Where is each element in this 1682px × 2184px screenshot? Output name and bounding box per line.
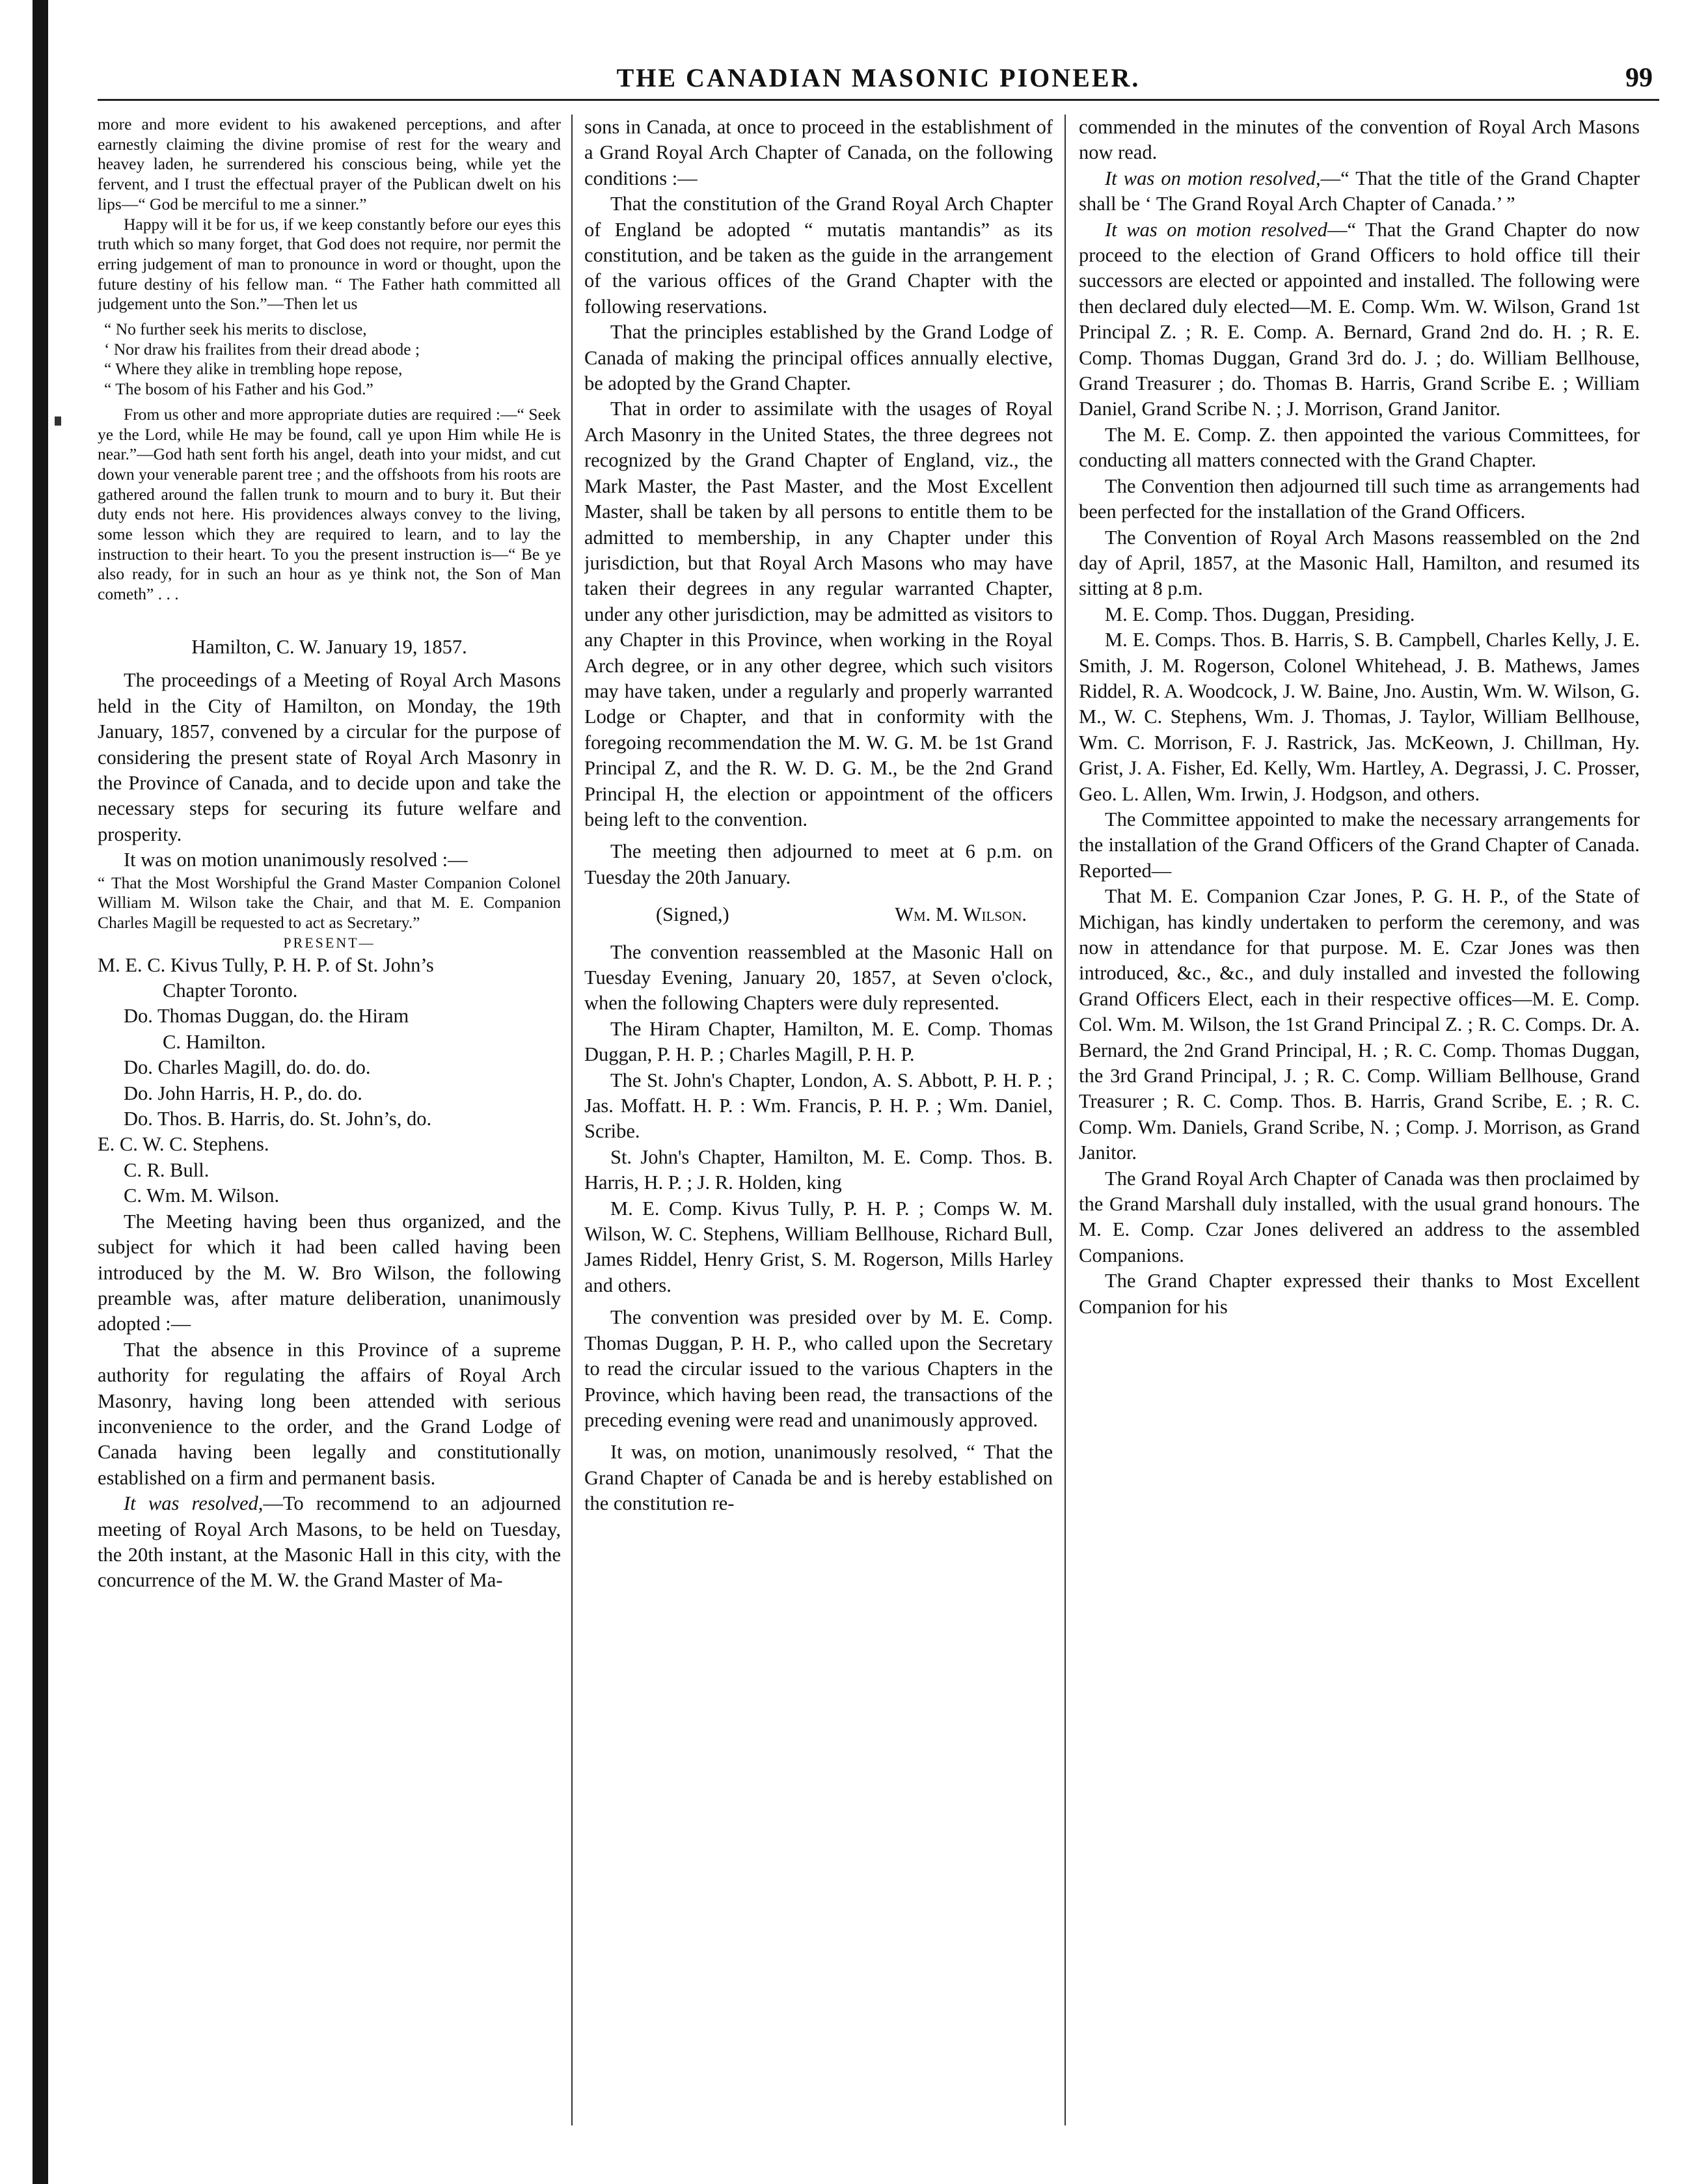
- page-header: [98, 62, 1659, 108]
- resolution-quote: “ That the Most Worshipful the Grand Master Companion Colonel William M. Wilson take the Chair, and that M. E. Companion Charles Magill be requested to act as Secretary.”: [98, 873, 561, 932]
- running-title: THE CANADIAN MASONIC PIONEER.: [616, 63, 1141, 92]
- signature-name: Wm. M. Wilson.: [895, 903, 1027, 926]
- paragraph: [1079, 166, 1640, 217]
- paragraph: That in order to assimilate with the usages of Royal Arch Masonry in the United States, the three degrees not recognized by the Grand Chapter of England, viz., the Mark Master, the Past Master, and the Most Excellent Master, shall be taken by all persons to entitle them to be admitted to membership, in any Chapter under this jurisdiction, but that Royal Arch Masons who may have taken their degrees in any regular warranted Chapter, under any other jurisdiction, may be admitted as visitors to any Chapter in this Province, when working in the Royal Arch degree, or in any other degree, which such visitors may have taken, under a regularly and properly warranted Lodge or Chapter, and that in conformity with the foregoing recommendation the M. W. G. M. be 1st Grand Principal Z, and the R. W. D. G. M., be the 2nd Grand Principal H, the election or appointment of the officers being left to the convention.: [584, 398, 1053, 830]
- paragraph: That the constitution of the Grand Royal Arch Chapter of England be adopted “ mutatis mantandis” as its constitution, and be taken as the guide in the arrangement of the various offices of the Grand Chapter with the following reservations.: [584, 193, 1053, 318]
- dateline: Hamilton, C. W. January 19, 1857.: [191, 635, 467, 658]
- paragraph: That the absence in this Province of a supreme authority for regulating the affairs of Royal Arch Masonry, having long been attended with serious inconvenience to the order, and the Grand Lodge of Canada having been legally and constitutionally established on a firm and permanent basis.: [98, 1338, 561, 1489]
- verse-quote: [98, 320, 561, 400]
- paragraph: It was, on motion, unanimously resolved, “ That the Grand Chapter of Canada be and is hereby established on the constitution re-: [584, 1441, 1053, 1515]
- paragraph: The Meeting having been thus organized, and the subject for which it had been called having been introduced by the M. W. Bro Wilson, the following preamble was, after mature deliberation, unanimously adopted :—: [98, 1210, 561, 1335]
- paragraph-text: —“ That the Grand Chapter do now proceed to the election of Grand Officers to hold office till their successors are elected or appointed and installed. The following were then declared duly elected—M. E. Comp. Wm. W. Wilson, Grand 1st Principal Z. ; R. E. Comp. A. Bernard, Grand 2nd do. H. ; R. E. Comp. Thomas Duggan, Grand 3rd do. J. ; do. William Bellhouse, Grand Treasurer ; do. Thomas B. Harris, Grand Scribe E. ; William Daniel, Grand Scribe N. ; J. Morrison, Grand Janitor.: [1079, 218, 1640, 420]
- attendance-line: Do. John Harris, H. P., do. do.: [124, 1082, 362, 1104]
- column-left: [98, 115, 561, 2151]
- paragraph: The Convention then adjourned till such time as arrangements had been perfected for the installation of the Grand Officers.: [1079, 474, 1640, 523]
- page-number: 99: [1625, 63, 1653, 93]
- paragraph: [98, 1491, 561, 1594]
- paragraph: more and more evident to his awakened perceptions, and after earnestly claiming the divine promise of rest for the weary and heavey laden, he surrendered his conscious being, while yet the fervent, and I trust the effectual prayer of the Publican dwelt on his lips—“ God be merciful to me a sinner.”: [98, 115, 561, 213]
- paragraph: M. E. Comps. Thos. B. Harris, S. B. Campbell, Charles Kelly, J. E. Smith, J. M. Rogerson, Colonel Whitehead, J. B. Mathews, James Riddel, R. A. Woodcock, J. W. Baine, Jno. Austin, Wm. W. Wilson, G. M., W. C. Stephens, Wm. J. Thomas, J. Taylor, William Bellhouse, Wm. C. Morrison, F. J. Rastrick, Jas. McKeown, J. Chillman, Hy. Grist, J. A. Fisher, Ed. Kelly, Wm. Hartley, A. Degrassi, J. C. Prosser, Geo. L. Allen, Wm. Irwin, J. Hodgson, and others.: [1079, 629, 1640, 805]
- paragraph: M. E. Comp. Kivus Tully, P. H. P. ; Comps W. M. Wilson, W. C. Stephens, William Bellhouse, Richard Bull, James Riddel, Henry Grist, S. M. Rogerson, Mills Harley and others.: [584, 1197, 1053, 1296]
- paragraph: The convention was presided over by M. E. Comp. Thomas Duggan, P. H. P., who called upon the Secretary to read the circular issued to the various Chapters in the Province, which having been read, the transactions of the preceding evening were read and unanimously approved.: [584, 1306, 1053, 1431]
- attendance-list: [98, 953, 561, 1209]
- paragraph: Happy will it be for us, if we keep constantly before our eyes this truth which so many forget, that God does not require, nor permit the erring judgement of man to pronounce in word or thought, upon the future destiny of his fellow man. “ The Father hath committed all judgement unto the Son.”—Then let us: [98, 214, 561, 314]
- paragraph: That the principles established by the Grand Lodge of Canada of making the principal offices annually elective, be adopted by the Grand Chapter.: [584, 321, 1053, 395]
- paragraph: M. E. Comp. Thos. Duggan, Presiding.: [1105, 603, 1415, 625]
- signature-line: [584, 902, 1053, 927]
- paragraph: [1079, 217, 1640, 422]
- paragraph: The St. John's Chapter, London, A. S. Abbott, P. H. P. ; Jas. Moffatt. H. P. : Wm. Francis, P. H. P. ; Wm. Daniel, Scribe.: [584, 1069, 1053, 1143]
- verse-line: ‘ Nor draw his frailites from their dread abode ;: [104, 339, 420, 359]
- attendance-line: Do. Thomas Duggan, do. the Hiram: [124, 1005, 409, 1028]
- paragraph-text: —To recommend to an adjourned meeting of Royal Arch Masons, to be held on Tuesday, the 20th instant, at the Masonic Hall in this city, with the concurrence of the M. W. the Grand Master of Ma-: [98, 1492, 561, 1592]
- italic-lead: It was on motion resolved,: [1105, 167, 1321, 189]
- paragraph: From us other and more appropriate duties are required :—“ Seek ye the Lord, while He may be found, call ye upon Him while He is near.”—God hath sent forth his angel, death into your midst, and cut down your venerable parent tree ; and the offshoots from his roots are gathered around the fallen trunk to mourn and to bury it. But their duty ends not here. His providences always convey to the living, some lesson which they are required to learn, and to lay the instruction to their heart. To you the present instruction is—“ Be ye also ready, for in such an hour as ye think not, the Son of Man cometh” . . .: [98, 404, 561, 604]
- attendance-line: C. Hamilton.: [163, 1030, 266, 1053]
- paragraph-text: —“ That the title of the Grand Chapter shall be ‘ The Grand Royal Arch Chapter of Canada.’ ”: [1079, 167, 1640, 215]
- attendance-line: E. C. W. C. Stephens.: [98, 1133, 269, 1156]
- column-right: [1079, 115, 1640, 2151]
- scan-speck: [55, 416, 61, 426]
- attendance-line: Do. Thos. B. Harris, do. St. John’s, do.: [124, 1108, 432, 1130]
- paragraph: That M. E. Companion Czar Jones, P. G. H. P., of the State of Michigan, has kindly undertaken to perform the ceremony, and was now in attendance for that purpose. M. E. Czar Jones was then introduced, &c., &c., and duly installed and invested the following Grand Officers Elect, each in their respective offices—M. E. Comp. Col. Wm. M. Wilson, the 1st Grand Principal Z. ; R. C. Comps. Dr. A. Bernard, the 2nd Grand Principal, H. ; R. C. Comp. Thomas Duggan, the 3rd Grand Principal, J. ; R. C. Comp. William Bellhouse, Grand Treasurer ; R. C. Comp. Thos. B. Harris, Grand Scribe, E. ; R. C. Comp. Wm. Daniels, Grand Scribe, N. ; Comp. J. Morrison, as Grand Janitor.: [1079, 885, 1640, 1164]
- paragraph: The Grand Royal Arch Chapter of Canada was then proclaimed by the Grand Marshall duly installed, with the usual grand honours. The M. E. Comp. Czar Jones delivered an address to the assembled Companions.: [1079, 1167, 1640, 1266]
- column-middle: [584, 115, 1053, 2151]
- paragraph: The Convention of Royal Arch Masons reassembled on the 2nd day of April, 1857, at the Masonic Hall, Hamilton, and resumed its sitting at 8 p.m.: [1079, 526, 1640, 600]
- paragraph: commended in the minutes of the convention of Royal Arch Masons now read.: [1079, 116, 1640, 164]
- paragraph: The proceedings of a Meeting of Royal Arch Masons held in the City of Hamilton, on Monday, the 19th January, 1857, convened by a circular for the purpose of considering the present state of Royal Arch Masonry in the Province of Canada, and to decide upon and take the necessary steps for securing its future welfare and prosperity.: [98, 669, 561, 845]
- italic-lead: It was resolved,: [124, 1492, 264, 1515]
- verse-line: “ No further seek his merits to disclose,: [104, 320, 367, 339]
- signed-label: (Signed,): [656, 903, 729, 926]
- attendance-line: Chapter Toronto.: [163, 979, 298, 1002]
- paragraph: St. John's Chapter, Hamilton, M. E. Comp. Thos. B. Harris, H. P. ; J. R. Holden, king: [584, 1145, 1053, 1194]
- paragraph: The Committee appointed to make the necessary arrangements for the installation of the Grand Officers of the Grand Chapter of Canada. Reported—: [1079, 808, 1640, 882]
- paragraph: The Hiram Chapter, Hamilton, M. E. Comp. Thomas Duggan, P. H. P. ; Charles Magill, P. H. P.: [584, 1017, 1053, 1066]
- paragraph: It was on motion unanimously resolved :—: [124, 849, 468, 871]
- attendance-line: Do. Charles Magill, do. do. do.: [124, 1056, 371, 1079]
- paragraph: sons in Canada, at once to proceed in the establishment of a Grand Royal Arch Chapter of Canada, on the following conditions :—: [584, 116, 1053, 189]
- column-rule: [571, 115, 573, 2125]
- binding-edge: [33, 0, 48, 2184]
- attendance-line: M. E. C. Kivus Tully, P. H. P. of St. John’s: [98, 953, 434, 976]
- paragraph: The M. E. Comp. Z. then appointed the various Committees, for conducting all matters connected with the Grand Chapter.: [1079, 423, 1640, 472]
- present-heading: PRESENT—: [283, 934, 375, 951]
- verse-line: “ The bosom of his Father and his God.”: [104, 379, 373, 399]
- paragraph: The convention reassembled at the Masonic Hall on Tuesday Evening, January 20, 1857, at Seven o'clock, when the following Chapters were duly represented.: [584, 940, 1053, 1015]
- attendance-line: C. R. Bull.: [124, 1158, 210, 1181]
- text-columns: [98, 115, 1659, 2151]
- column-rule: [1065, 115, 1066, 2125]
- verse-line: “ Where they alike in trembling hope repose,: [104, 359, 403, 379]
- journal-page: [98, 62, 1659, 2151]
- header-rule: [98, 99, 1659, 101]
- attendance-line: C. Wm. M. Wilson.: [124, 1184, 280, 1207]
- paragraph: The meeting then adjourned to meet at 6 p.m. on Tuesday the 20th January.: [584, 840, 1053, 888]
- paragraph: The Grand Chapter expressed their thanks to Most Excellent Companion for his: [1079, 1270, 1640, 1318]
- italic-lead: It was on motion resolved: [1105, 218, 1327, 241]
